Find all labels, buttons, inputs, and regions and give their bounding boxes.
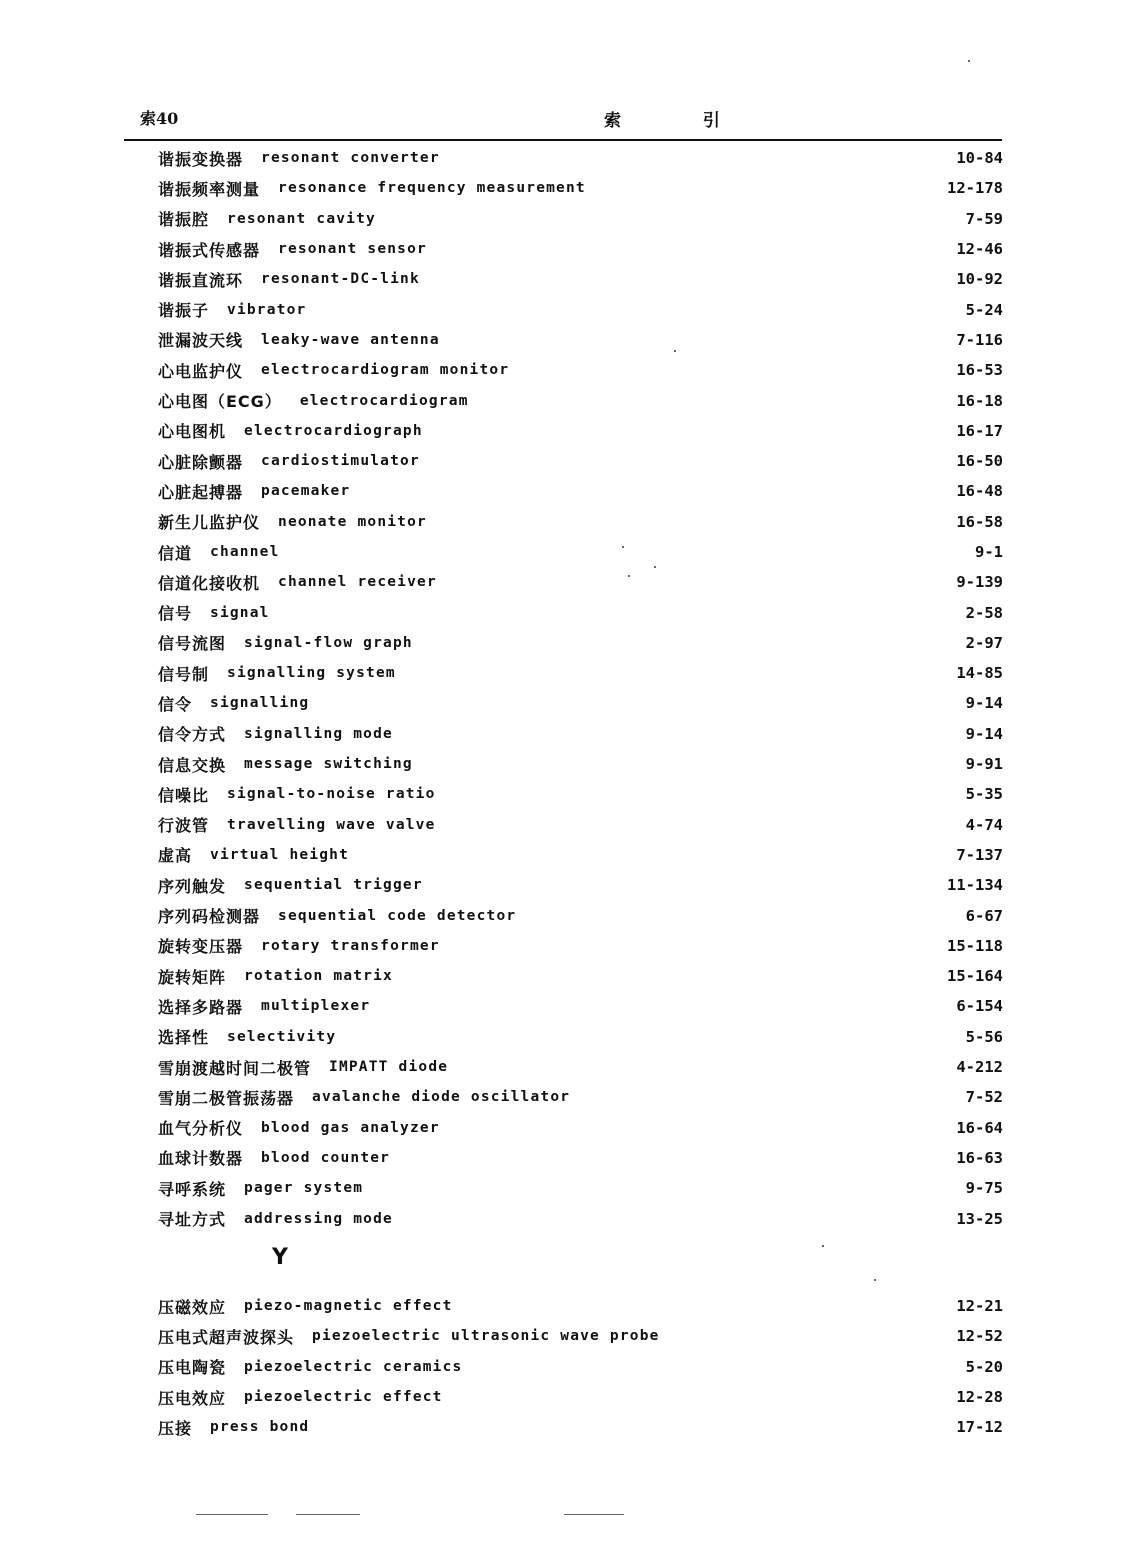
index-entry [158,355,1003,385]
entry-term-zh: 谐振腔 [158,210,210,230]
entry-term-zh: 心电图（ECG） [158,392,282,412]
entry-page-ref: 11-134 [947,876,1003,895]
entry-term-en: resonance frequency measurement [278,180,586,197]
entry-page-ref: 16-50 [956,452,1003,471]
entry-term-en: piezoelectric effect [244,1389,443,1406]
entry-page-ref: 16-58 [956,512,1003,531]
index-entry [158,1143,1003,1173]
index-entry [158,810,1003,840]
entry-page-ref: 5-56 [965,1027,1003,1046]
entry-term-zh: 序列码检测器 [158,907,261,927]
entry-term-zh: 血气分析仪 [158,1119,244,1139]
entry-term-en: piezoelectric ultrasonic wave probe [312,1328,660,1345]
scan-speck [968,60,970,62]
entry-term-en: multiplexer [261,998,371,1015]
index-entry [158,779,1003,809]
entry-term-en: travelling wave valve [227,816,436,833]
entry-term-en: signalling mode [244,725,393,742]
index-entry [158,1113,1003,1143]
index-entry [158,658,1003,688]
entry-term-zh: 雪崩二极管振荡器 [158,1088,295,1108]
entry-page-ref: 16-18 [956,391,1003,410]
entry-page-ref: 16-64 [956,1118,1003,1137]
entry-term-zh: 压电式超声波探头 [158,1327,295,1347]
index-entry [158,1082,1003,1112]
index-entry [158,1382,1003,1412]
entry-term-zh: 旋转矩阵 [158,967,227,987]
entry-term-zh: 寻址方式 [158,1210,227,1230]
entry-term-zh: 序列触发 [158,876,227,896]
entry-term-zh: 行波管 [158,816,210,836]
entry-page-ref: 12-46 [956,240,1003,259]
entry-page-ref: 17-12 [956,1418,1003,1437]
entry-term-en: resonant cavity [227,210,376,227]
entry-term-en: channel receiver [278,574,437,591]
index-entry [158,931,1003,961]
entry-term-en: resonant-DC-link [261,271,420,288]
entry-page-ref: 15-164 [947,967,1003,986]
index-entry [158,1412,1003,1442]
entry-page-ref: 9-14 [965,724,1003,743]
entry-term-zh: 压电效应 [158,1388,227,1408]
scan-speck [622,546,624,548]
entry-term-zh: 信噪比 [158,785,210,805]
entry-term-zh: 虚高 [158,846,193,866]
index-entry [158,264,1003,294]
entry-term-en: signalling [210,695,310,712]
index-entry [158,1022,1003,1052]
entry-term-en: rotary transformer [261,937,440,954]
entry-term-en: electrocardiogram [299,392,469,409]
entry-term-en: IMPATT diode [329,1059,449,1076]
entry-term-en: signal [210,604,270,621]
entry-term-en: avalanche diode oscillator [312,1089,571,1106]
entry-page-ref: 5-20 [965,1357,1003,1376]
entry-page-ref: 12-178 [947,179,1003,198]
entry-term-zh: 心脏除颤器 [158,452,244,472]
scan-speck [628,575,630,577]
index-entry [158,234,1003,264]
index-entry [158,1291,1003,1321]
index-entry [158,900,1003,930]
entry-term-zh: 谐振直流环 [158,270,244,290]
entry-term-zh: 谐振子 [158,301,210,321]
page-header [140,106,1002,136]
entry-term-zh: 心脏起搏器 [158,482,244,502]
entry-term-en: channel [210,544,280,560]
entry-page-ref: 7-59 [965,209,1003,228]
entry-term-zh: 心电监护仪 [158,361,244,381]
entry-term-en: rotation matrix [244,968,393,985]
index-entry [158,1173,1003,1203]
entry-page-ref: 5-24 [965,300,1003,319]
entry-term-zh: 信息交换 [158,755,227,775]
entry-term-zh: 信道化接收机 [158,573,261,593]
index-entry [158,628,1003,658]
index-entry [158,143,1003,173]
entry-term-zh: 选择多路器 [158,997,244,1017]
entry-term-zh: 信号 [158,604,193,624]
entry-page-ref: 5-35 [965,785,1003,804]
index-entry [158,688,1003,718]
entry-term-zh: 信号制 [158,664,210,684]
index-entry [158,961,1003,991]
entry-term-zh: 雪崩渡越时间二极管 [158,1058,312,1078]
entry-page-ref: 16-48 [956,482,1003,501]
entry-term-en: sequential code detector [278,907,517,924]
index-entry [158,991,1003,1021]
entry-page-ref: 7-137 [956,845,1003,864]
index-entry [158,597,1003,627]
entry-term-zh: 压接 [158,1418,193,1438]
entry-term-en: piezoelectric ceramics [244,1358,463,1375]
scan-speck [822,1245,824,1247]
entry-term-en: addressing mode [244,1210,393,1227]
entry-page-ref: 16-53 [956,361,1003,380]
entry-term-en: leaky-wave antenna [261,331,440,348]
index-entry [158,325,1003,355]
entry-term-zh: 旋转变压器 [158,937,244,957]
entry-term-en: press bond [210,1419,310,1436]
entry-page-ref: 6-154 [956,997,1003,1016]
entry-term-en: blood gas analyzer [261,1119,440,1136]
footer-artifact [296,1514,360,1515]
entry-term-en: signal-flow graph [244,634,413,651]
entry-page-ref: 2-58 [965,603,1003,622]
entry-term-zh: 信号流图 [158,634,227,654]
entry-term-zh: 泄漏波天线 [158,331,244,351]
entry-term-en: cardiostimulator [261,453,420,470]
entry-page-ref: 13-25 [956,1209,1003,1228]
entry-term-zh: 信道 [158,543,193,563]
scan-speck [874,1279,876,1281]
entry-page-ref: 2-97 [965,633,1003,652]
entry-page-ref: 12-52 [956,1327,1003,1346]
index-list-x [158,143,1003,1234]
scan-speck [654,566,656,568]
index-entry [158,385,1003,415]
index-entry [158,446,1003,476]
entry-term-en: neonate monitor [278,513,427,530]
entry-term-en: resonant sensor [278,241,427,258]
entry-page-ref: 9-139 [956,573,1003,592]
entry-page-ref: 4-74 [965,815,1003,834]
entry-term-en: virtual height [210,846,350,863]
entry-page-ref: 7-52 [965,1088,1003,1107]
entry-term-en: signal-to-noise ratio [227,786,436,803]
index-entry [158,567,1003,597]
index-entry [158,719,1003,749]
entry-term-zh: 谐振变换器 [158,149,244,169]
index-entry [158,416,1003,446]
entry-term-zh: 谐振式传感器 [158,240,261,260]
header-rule [124,139,1002,141]
entry-term-en: electrocardiograph [244,422,423,439]
index-entry [158,1203,1003,1233]
entry-page-ref: 9-14 [965,694,1003,713]
entry-term-en: blood counter [261,1149,391,1166]
index-entry [158,749,1003,779]
entry-term-zh: 寻呼系统 [158,1179,227,1199]
entry-term-zh: 选择性 [158,1028,210,1048]
entry-term-en: signalling system [227,665,396,682]
entry-term-en: message switching [244,756,413,773]
entry-page-ref: 9-91 [965,755,1003,774]
entry-term-en: selectivity [227,1028,337,1045]
entry-page-ref: 6-67 [965,906,1003,925]
entry-page-ref: 12-28 [956,1388,1003,1407]
index-entry [158,1352,1003,1382]
page-number: 索40 [140,109,179,128]
entry-page-ref: 9-75 [965,1179,1003,1198]
entry-page-ref: 10-92 [956,270,1003,289]
entry-term-en: piezo-magnetic effect [244,1298,453,1315]
scan-speck [674,350,676,352]
index-entry [158,537,1003,567]
entry-page-ref: 16-17 [956,421,1003,440]
entry-term-en: resonant converter [261,150,440,167]
footer-artifact [564,1514,624,1515]
footer-artifact [196,1514,268,1515]
index-entry [158,1321,1003,1351]
index-entry [158,476,1003,506]
index-entry [158,173,1003,203]
entry-page-ref: 7-116 [956,330,1003,349]
entry-term-zh: 压磁效应 [158,1297,227,1317]
index-entry [158,840,1003,870]
entry-term-zh: 信令 [158,694,193,714]
entry-page-ref: 9-1 [975,543,1003,561]
index-entry [158,204,1003,234]
entry-page-ref: 12-21 [956,1297,1003,1316]
entry-term-zh: 谐振频率测量 [158,179,261,199]
entry-term-en: pacemaker [261,483,351,500]
entry-term-zh: 压电陶瓷 [158,1358,227,1378]
entry-term-zh: 新生儿监护仪 [158,513,261,533]
entry-page-ref: 10-84 [956,149,1003,168]
index-entry [158,294,1003,324]
entry-term-zh: 信令方式 [158,725,227,745]
page-title: 索 引 [604,111,758,131]
entry-page-ref: 15-118 [947,936,1003,955]
entry-term-zh: 血球计数器 [158,1149,244,1169]
index-entry [158,870,1003,900]
section-letter-y: Y [272,1245,288,1270]
index-entry [158,507,1003,537]
index-list-y [158,1291,1003,1442]
entry-term-zh: 心电图机 [158,422,227,442]
entry-page-ref: 14-85 [956,664,1003,683]
entry-page-ref: 16-63 [956,1148,1003,1167]
entry-term-en: vibrator [227,301,307,318]
entry-term-en: sequential trigger [244,877,423,894]
index-entry [158,1052,1003,1082]
entry-term-en: pager system [244,1180,364,1197]
entry-page-ref: 4-212 [956,1058,1003,1077]
entry-term-en: electrocardiogram monitor [261,362,510,379]
